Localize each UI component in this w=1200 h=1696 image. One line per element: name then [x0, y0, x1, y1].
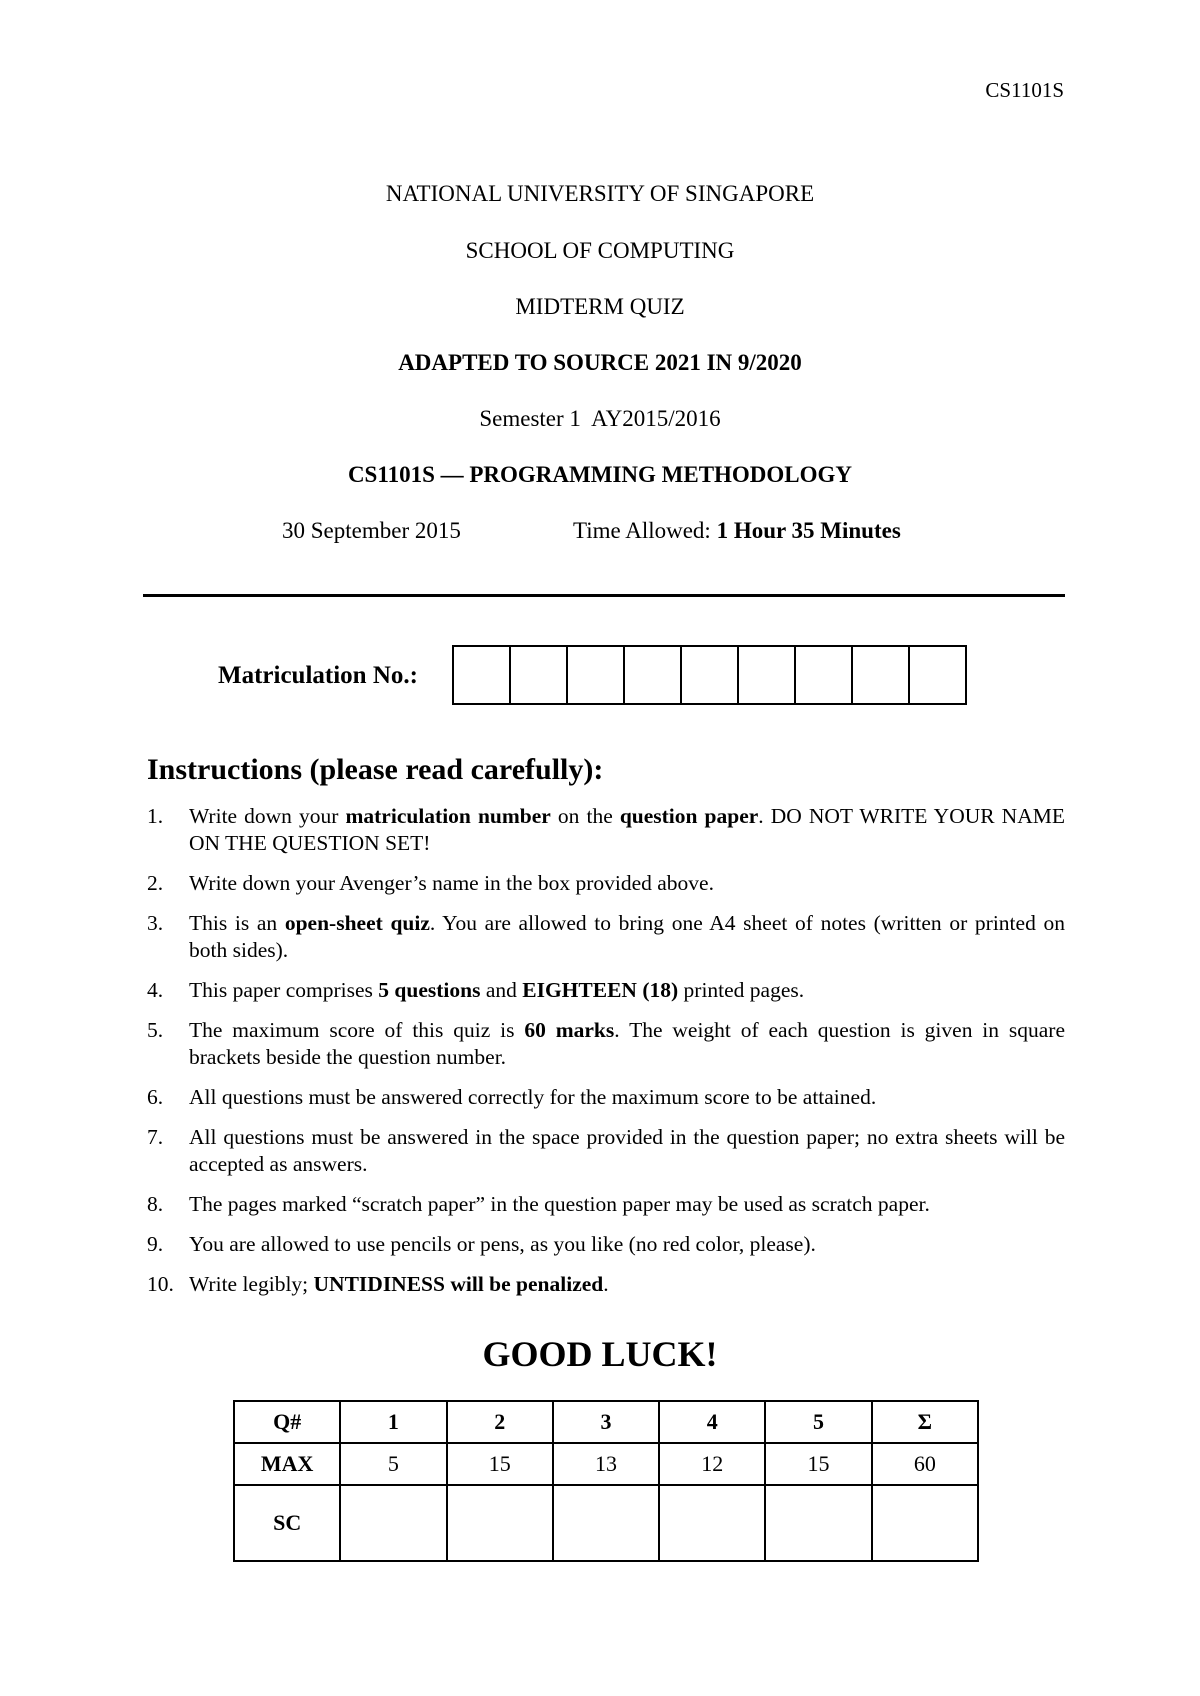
instruction-item [147, 1124, 1065, 1178]
instruction-text: Write down your Avenger’s name in the box provided above. [189, 871, 714, 895]
score-table-max-cell: 60 [872, 1443, 978, 1485]
score-table-sc-cell[interactable] [340, 1485, 446, 1561]
instruction-text: and [480, 978, 523, 1002]
score-table-header-cell: 5 [765, 1401, 871, 1443]
instruction-text: The maximum score of this quiz is [189, 1018, 525, 1042]
instruction-number: 3. [147, 911, 164, 935]
instruction-number: 7. [147, 1125, 164, 1149]
instruction-text: This paper comprises [189, 978, 379, 1002]
instruction-text: . [603, 1272, 609, 1296]
score-table-max-cell: 13 [553, 1443, 659, 1485]
instruction-text: . DO NOT WRITE YOUR NAME ON THE QUESTION SET! [189, 804, 1065, 855]
instructions-list [147, 803, 1065, 1311]
matriculation-box[interactable] [908, 645, 967, 705]
score-table-max-cell: 5 [340, 1443, 446, 1485]
matriculation-box[interactable] [680, 645, 739, 705]
instruction-text: . You are allowed to bring one A4 sheet of notes (written or printed on both sides). [189, 911, 1065, 962]
instruction-emphasis: EIGHTEEN (18) [522, 978, 679, 1002]
score-table-header-row [234, 1401, 978, 1443]
university-name: NATIONAL UNIVERSITY OF SINGAPORE [385, 181, 815, 206]
instruction-number: 2. [147, 871, 164, 895]
instruction-number: 1. [147, 804, 164, 828]
matriculation-box[interactable] [566, 645, 625, 705]
score-table-max-cell: 15 [765, 1443, 871, 1485]
instruction-emphasis: matriculation number [345, 804, 551, 828]
instruction-text: This is an [189, 911, 285, 935]
instruction-text: on the [550, 804, 620, 828]
score-table-header-cell: Σ [872, 1401, 978, 1443]
instruction-emphasis: open-sheet quiz [284, 911, 430, 935]
matriculation-label: Matriculation No.: [218, 662, 418, 689]
score-table-sc-cell[interactable] [447, 1485, 553, 1561]
score-table-sc-row [234, 1485, 978, 1561]
instruction-emphasis: question paper [619, 804, 759, 828]
instruction-text: Write legibly; [189, 1272, 314, 1296]
exam-date: 30 September 2015 [282, 518, 461, 543]
score-table-row-label: MAX [234, 1443, 340, 1485]
score-table-header-cell: 2 [447, 1401, 553, 1443]
score-table-max-cell: 12 [659, 1443, 765, 1485]
instruction-text: Write down your [189, 804, 346, 828]
instruction-item [147, 977, 1065, 1004]
instruction-text: All questions must be answered correctly for the maximum score to be attained. [189, 1085, 877, 1109]
instruction-number: 4. [147, 978, 164, 1002]
score-table-max-row [234, 1443, 978, 1485]
instruction-number: 10. [147, 1272, 174, 1296]
score-table-header-cell: 4 [659, 1401, 765, 1443]
instruction-item [147, 1271, 1065, 1298]
score-table-max-cell: 15 [447, 1443, 553, 1485]
matriculation-box[interactable] [851, 645, 910, 705]
semester: Semester 1 AY2015/2016 [479, 406, 721, 431]
score-table-header-cell: 1 [340, 1401, 446, 1443]
instruction-text: You are allowed to use pencils or pens, as you like (no red color, please). [189, 1232, 816, 1256]
score-table [233, 1400, 979, 1562]
instruction-item [147, 1084, 1065, 1111]
matriculation-box[interactable] [737, 645, 796, 705]
score-table-sc-cell[interactable] [553, 1485, 659, 1561]
instruction-number: 6. [147, 1085, 164, 1109]
quiz-type: MIDTERM QUIZ [515, 294, 685, 319]
score-table-header-cell: 3 [553, 1401, 659, 1443]
instruction-text: The pages marked “scratch paper” in the question paper may be used as scratch paper. [189, 1192, 930, 1216]
instruction-item [147, 1017, 1065, 1071]
instruction-text: . The weight of each question is given in square brackets beside the question number. [189, 1018, 1065, 1069]
good-luck-text: GOOD LUCK! [482, 1334, 718, 1374]
score-table-sc-cell[interactable] [872, 1485, 978, 1561]
divider-rule [143, 594, 1065, 597]
instructions-title: Instructions (please read carefully): [147, 753, 604, 786]
matriculation-box[interactable] [623, 645, 682, 705]
header-course-code: CS1101S [985, 78, 1064, 102]
score-table-sc-cell[interactable] [765, 1485, 871, 1561]
matriculation-box[interactable] [452, 645, 511, 705]
instruction-item [147, 803, 1065, 857]
instruction-item [147, 1191, 1065, 1218]
instruction-item [147, 910, 1065, 964]
instruction-emphasis: 60 marks [524, 1018, 615, 1042]
instruction-number: 9. [147, 1232, 164, 1256]
time-allowed [573, 517, 901, 545]
instruction-text: All questions must be answered in the space provided in the question paper; no extra sheets will be accepted as answers. [189, 1125, 1065, 1176]
instruction-emphasis: 5 questions [378, 978, 481, 1002]
adapted-note: ADAPTED TO SOURCE 2021 IN 9/2020 [398, 350, 802, 375]
time-allowed-value: 1 Hour 35 Minutes [716, 518, 901, 543]
score-table-sc-cell[interactable] [659, 1485, 765, 1561]
course-title: CS1101S — PROGRAMMING METHODOLOGY [347, 462, 853, 487]
instruction-item [147, 1231, 1065, 1258]
matriculation-boxes [452, 645, 967, 705]
instruction-number: 8. [147, 1192, 164, 1216]
time-allowed-label: Time Allowed: [573, 518, 717, 543]
school-name: SCHOOL OF COMPUTING [465, 238, 735, 263]
instruction-number: 5. [147, 1018, 164, 1042]
score-table-header-cell: Q# [234, 1401, 340, 1443]
matriculation-box[interactable] [509, 645, 568, 705]
instruction-emphasis: UNTIDINESS will be penalized [313, 1272, 604, 1296]
matriculation-box[interactable] [794, 645, 853, 705]
instruction-item [147, 870, 1065, 897]
instruction-text: printed pages. [678, 978, 805, 1002]
score-table-row-label: SC [234, 1485, 340, 1561]
